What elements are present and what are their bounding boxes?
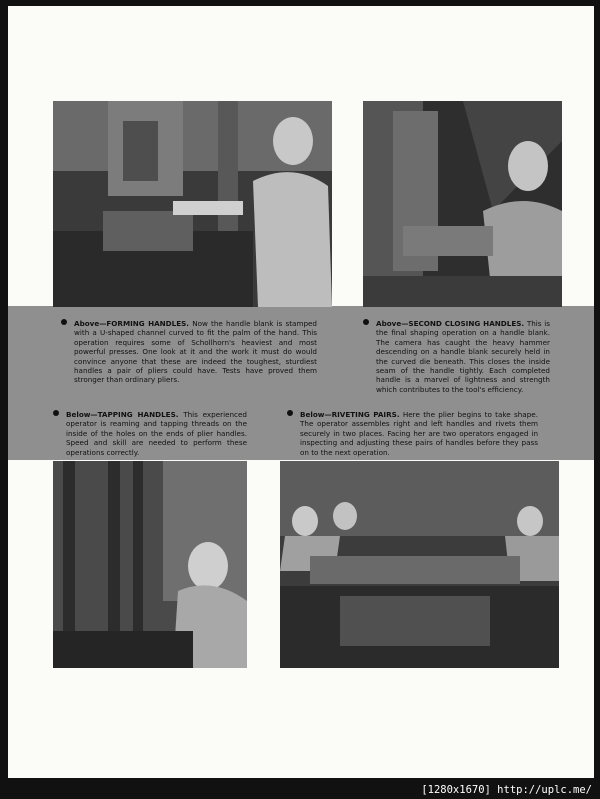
caption-closing-body: This is the final shaping operation on a handle blank. The camera has caught the heavy hammer descending on a handle blank securely held in the curved die beneath. This closes the inside seam of the handle tightly. Each completed handle is a marvel of lightness and strength which contributes to the tool's efficiency. — [376, 319, 550, 394]
caption-tapping-body: This experienced operator is reaming and tapping threads on the inside of the holes on the ends of plier handles. Speed and skill are needed to perform these operations correctly. — [66, 410, 247, 457]
photo-forming-handles — [53, 101, 332, 307]
bullet-icon — [363, 319, 369, 325]
caption-riveting-pairs — [300, 410, 538, 457]
caption-closing-heading: Above—SECOND CLOSING HANDLES. — [376, 319, 525, 328]
caption-tapping-heading: Below—TAPPING HANDLES. — [66, 410, 179, 419]
caption-riveting-heading: Below—RIVETING PAIRS. — [300, 410, 400, 419]
photo-riveting-image — [280, 461, 559, 668]
photo-forming-image — [53, 101, 332, 307]
caption-riveting-body: Here the plier begins to take shape. The operator assembles right and left handles and rivets them securely in two places. Facing her are two operators engaged in inspecting and adjusting these pairs of handles before they pass on to the next operation. — [300, 410, 538, 457]
bullet-icon — [287, 410, 293, 416]
bullet-icon — [53, 410, 59, 416]
caption-forming-handles — [74, 319, 317, 385]
caption-forming-body: Now the handle blank is stamped with a U-shaped channel curved to fit the palm of the hand. This operation requires some of Schollhorn's heaviest and most powerful presses. One look at it and the work it must do would convince anyone that these are indeed the toughest, sturdiest handles a pair of pliers could have. Tests have proved them stronger than ordinary pliers. — [74, 319, 317, 385]
watermark-link[interactable]: [1280x1670] http://uplc.me/ — [421, 784, 592, 796]
caption-forming-heading: Above—FORMING HANDLES. — [74, 319, 190, 328]
brochure-page — [8, 6, 594, 778]
photo-tapping-image — [53, 461, 247, 668]
caption-tapping-handles — [66, 410, 247, 457]
caption-second-closing-handles — [376, 319, 550, 394]
bullet-icon — [61, 319, 67, 325]
photo-closing-image — [363, 101, 562, 307]
photo-riveting-pairs — [280, 461, 559, 668]
photo-closing-handles — [363, 101, 562, 307]
photo-tapping-handles — [53, 461, 247, 668]
